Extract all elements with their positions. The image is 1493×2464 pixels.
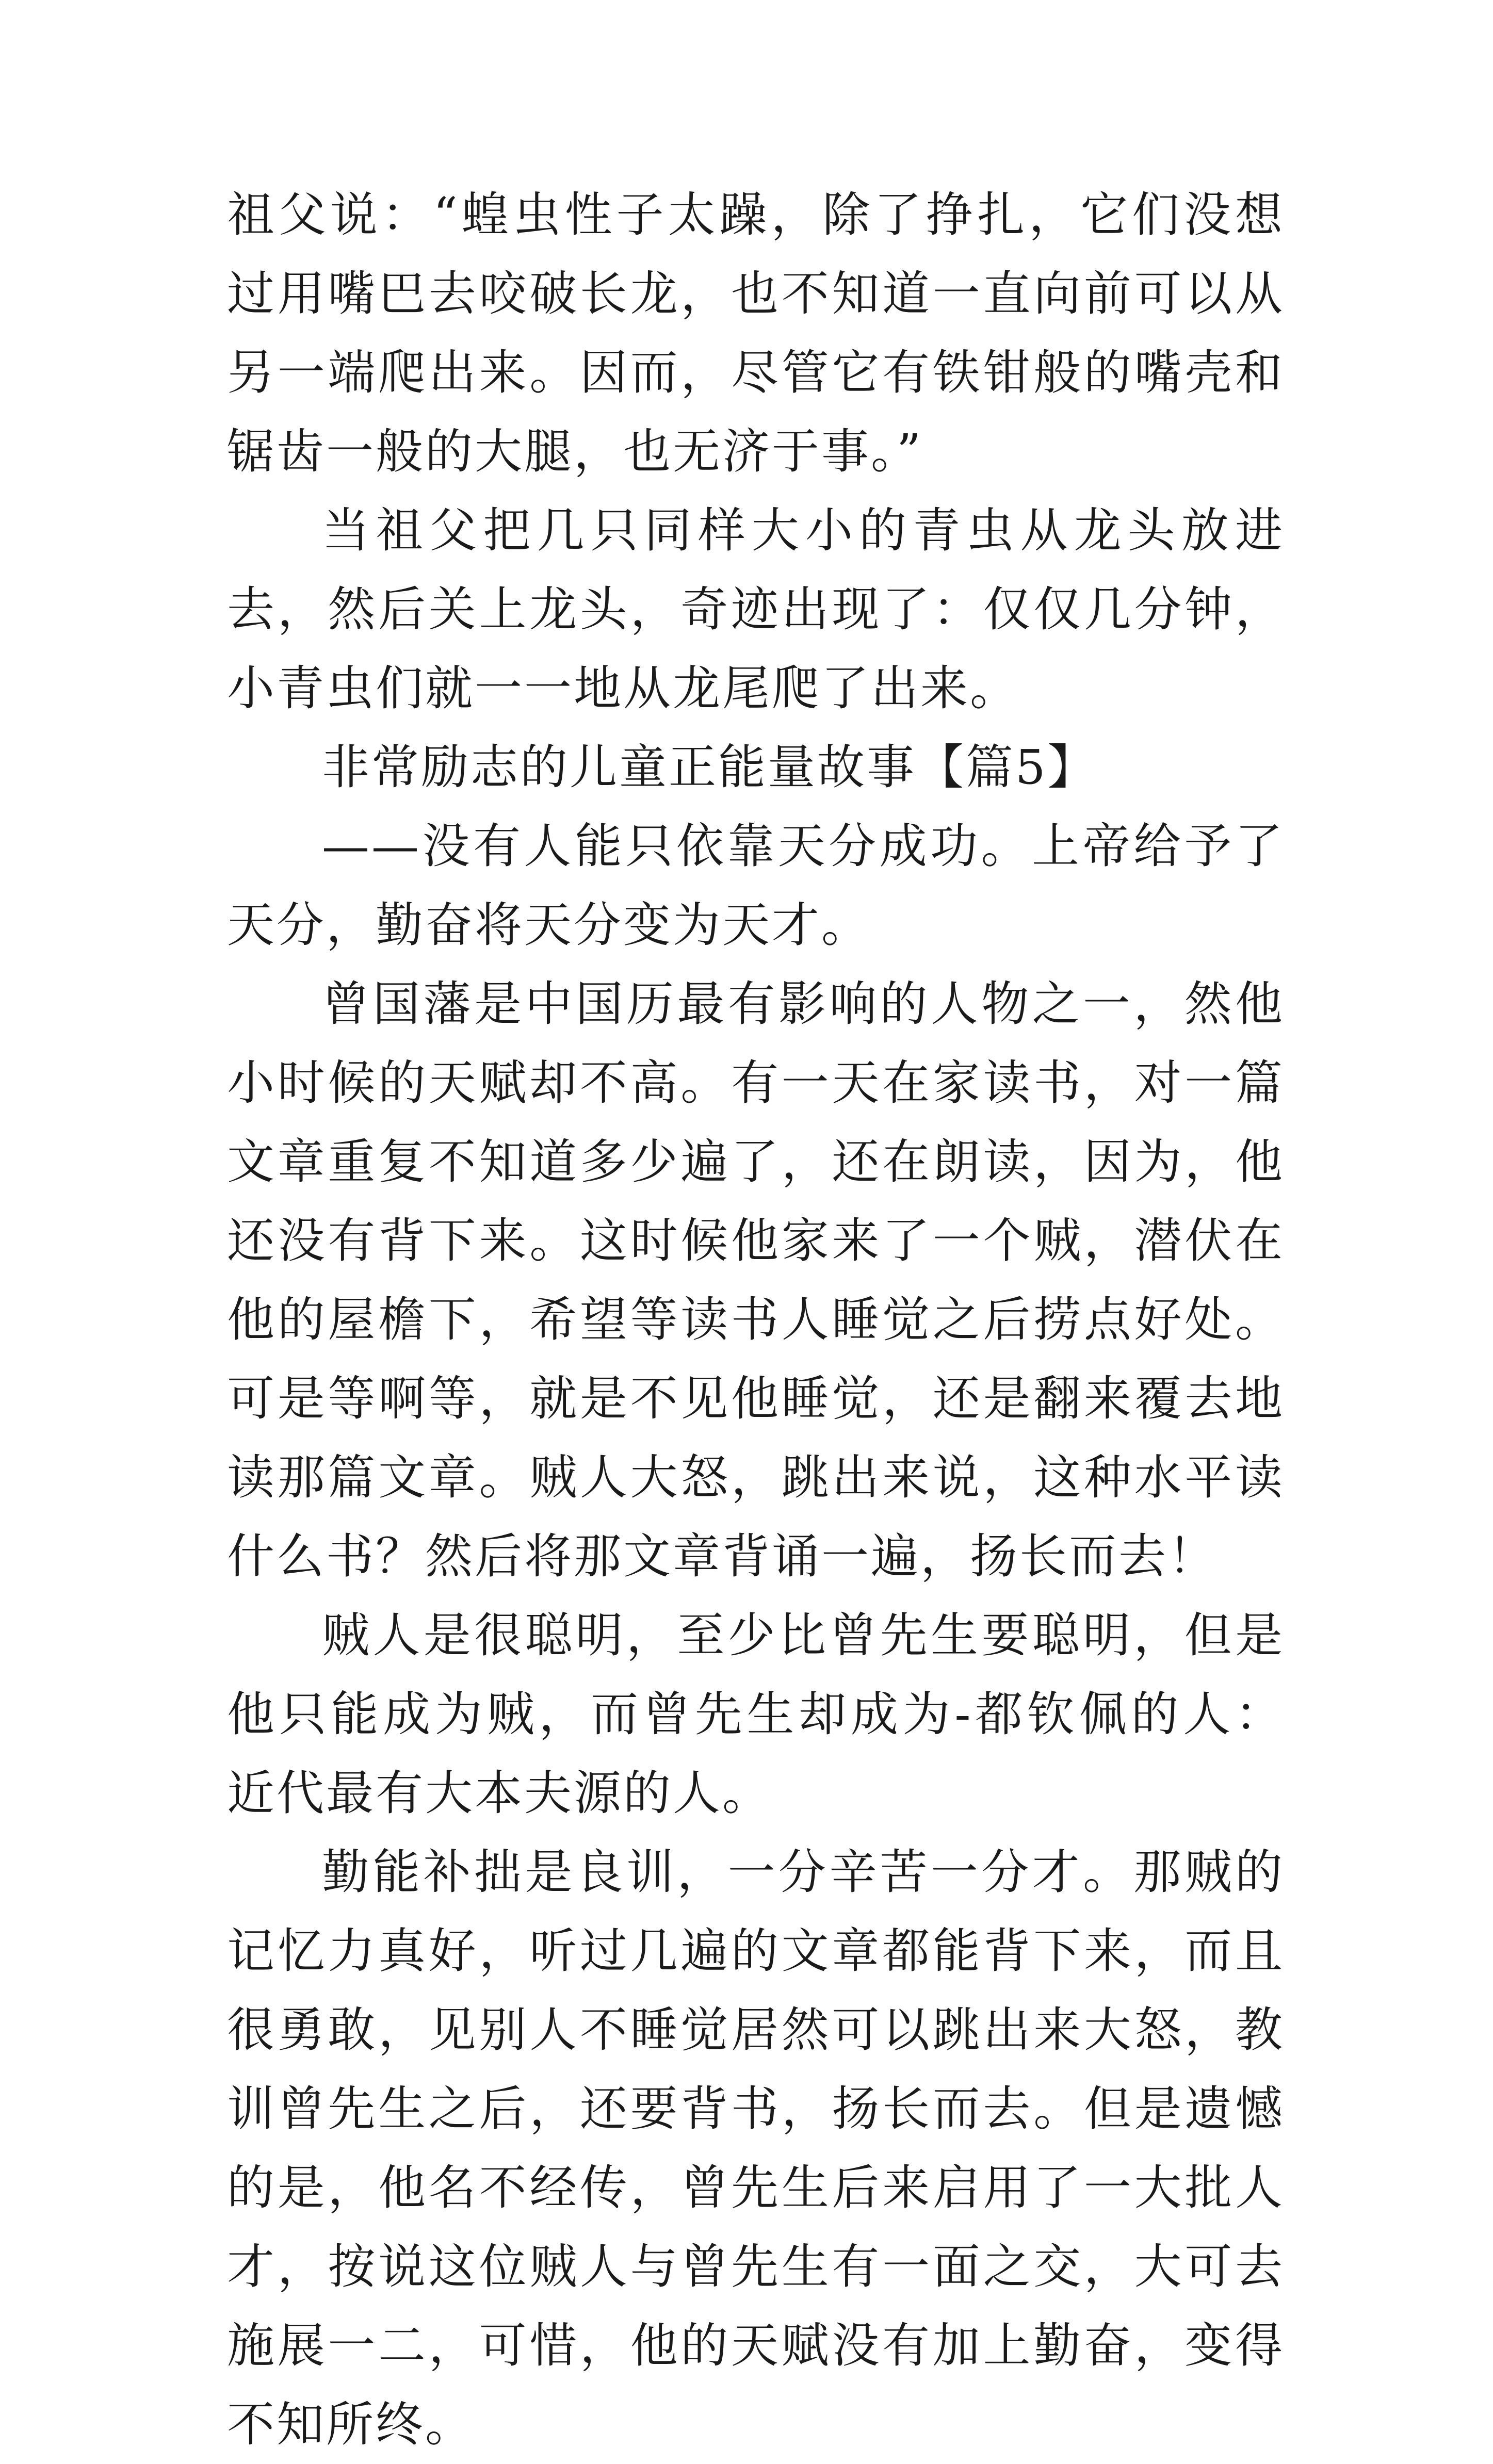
section-heading: 非常励志的儿童正能量故事【篇5】 xyxy=(322,740,1097,795)
body-text xyxy=(227,175,1285,2464)
paragraph-diligence: 勤能补拙是良训，一分辛苦一分才。那贼的记忆力真好，听过几遍的文章都能背下来，而且很勇敢，见别人不睡觉居然可以跳出来大怒，教训曾先生之后，还要背书，扬长而去。但是遗憾的是，他名不经传，曾先生后来启用了一大批人才，按说这位贼人与曾先生有一面之交，大可去施展一二，可惜，他的天赋没有加上勤奋，变得不知所终。 xyxy=(227,1845,1285,2452)
paragraph-epigraph: ——没有人能只依靠天分成功。上帝给予了天分，勤奋将天分变为天才。 xyxy=(227,819,1285,953)
paragraph-zeng-guofan: 曾国藩是中国历最有影响的人物之一，然他小时候的天赋却不高。有一天在家读书，对一篇文章重复不知道多少遍了，还在朗读，因为，他还没有背下来。这时候他家来了一个贼，潜伏在他的屋檐下，希望等读书人睡觉之后捞点好处。可是等啊等，就是不见他睡觉，还是翻来覆去地读那篇文章。贼人大怒，跳出来说，这种水平读什么书？然后将那文章背诵一遍，扬长而去！ xyxy=(227,976,1285,1584)
paragraph-thief-clever: 贼人是很聪明，至少比曾先生要聪明，但是他只能成为贼，而曾先生却成为-都钦佩的人：近代最有大本夫源的人。 xyxy=(227,1608,1285,1821)
paragraph-green-worms: 当祖父把几只同样大小的青虫从龙头放进去，然后关上龙头，奇迹出现了：仅仅几分钟，小青虫们就一一地从龙尾爬了出来。 xyxy=(227,503,1285,716)
paragraph-grandfather-quote: 祖父说：“蝗虫性子太躁，除了挣扎，它们没想过用嘴巴去咬破长龙，也不知道一直向前可以从另一端爬出来。因而，尽管它有铁钳般的嘴壳和锯齿一般的大腿，也无济于事。” xyxy=(227,187,1285,479)
